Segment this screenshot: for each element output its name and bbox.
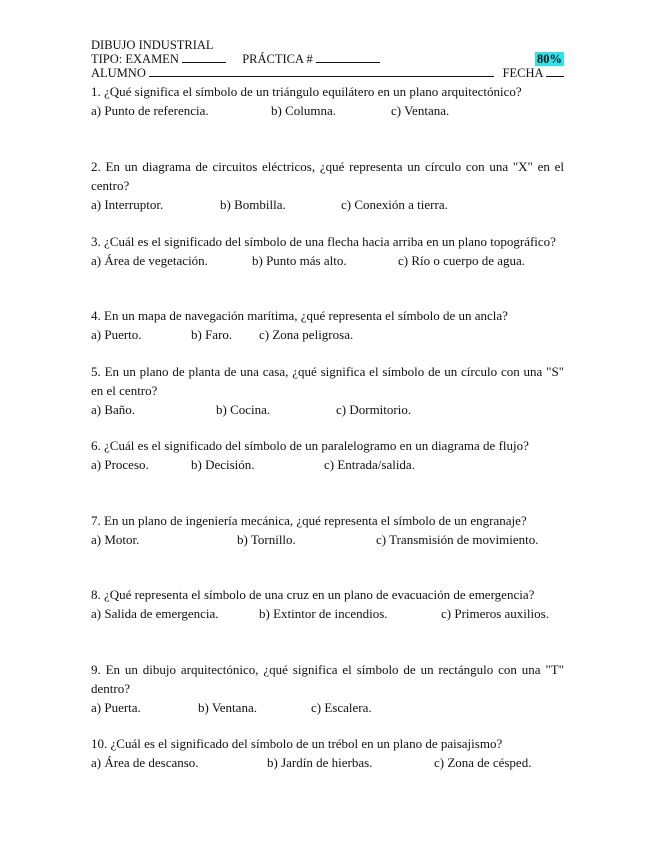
question-text: 10. ¿Cuál es el significado del símbolo de un trébol en un plano de paisajismo?: [91, 736, 503, 751]
options-row: [91, 195, 564, 214]
student-row: [91, 66, 564, 80]
option-a: a) Área de vegetación.: [91, 253, 208, 268]
option-b: b) Jardín de hierbas.: [267, 755, 373, 770]
exam-type-blank: [182, 52, 226, 63]
options-row: [91, 698, 564, 717]
student-name-blank: [149, 66, 494, 77]
option-c: c) Dormitorio.: [336, 402, 412, 417]
option-b: b) Punto más alto.: [252, 253, 347, 268]
question-text: 9. En un dibujo arquitectónico, ¿qué significa el símbolo de un rectángulo con una "T" dentro?: [91, 662, 564, 696]
question-3: [91, 232, 564, 270]
options-row: [91, 101, 564, 120]
question-text: 5. En un plano de planta de una casa, ¿qué significa el símbolo de un círculo con una "S" en el centro?: [91, 364, 564, 398]
question-text: 1. ¿Qué significa el símbolo de un triángulo equilátero en un plano arquitectónico?: [91, 84, 522, 99]
date-label: FECHA: [502, 66, 543, 80]
question-1: [91, 82, 564, 120]
question-text: 8. ¿Qué representa el símbolo de una cruz en un plano de evacuación de emergencia?: [91, 587, 535, 602]
option-a: a) Área de descanso.: [91, 755, 199, 770]
score-badge: 80%: [537, 52, 562, 66]
question-8: [91, 585, 564, 623]
options-row: [91, 325, 564, 344]
practice-label: PRÁCTICA #: [242, 52, 313, 66]
option-c: c) Primeros auxilios.: [441, 606, 549, 621]
question-7: [91, 511, 564, 549]
options-row: [91, 455, 564, 474]
option-c: c) Entrada/salida.: [324, 457, 415, 472]
option-c: c) Ventana.: [391, 103, 450, 118]
options-row: [91, 400, 564, 419]
option-c: c) Escalera.: [311, 700, 372, 715]
option-a: a) Puerta.: [91, 700, 141, 715]
question-text: 6. ¿Cuál es el significado del símbolo de un paralelogramo en un diagrama de flujo?: [91, 438, 529, 453]
question-4: [91, 306, 564, 344]
option-b: b) Bombilla.: [220, 197, 286, 212]
option-b: b) Cocina.: [216, 402, 271, 417]
option-b: b) Tornillo.: [237, 532, 296, 547]
option-a: a) Puerto.: [91, 327, 142, 342]
date-field: [503, 66, 564, 80]
question-5: [91, 362, 564, 419]
options-row: [91, 530, 564, 549]
question-6: [91, 436, 564, 474]
option-a: a) Motor.: [91, 532, 140, 547]
option-c: c) Zona de césped.: [434, 755, 532, 770]
option-c: c) Río o cuerpo de agua.: [398, 253, 526, 268]
option-c: c) Zona peligrosa.: [259, 327, 354, 342]
options-row: [91, 604, 564, 623]
question-text: 2. En un diagrama de circuitos eléctricos, ¿qué representa un círculo con una "X" en el centro?: [91, 159, 564, 193]
question-10: [91, 734, 564, 772]
option-b: b) Extintor de incendios.: [259, 606, 388, 621]
option-a: a) Proceso.: [91, 457, 149, 472]
question-9: [91, 660, 564, 717]
subject-title: DIBUJO INDUSTRIAL: [91, 38, 214, 52]
option-b: b) Decisión.: [191, 457, 255, 472]
option-c: c) Transmisión de movimiento.: [376, 532, 539, 547]
student-label: ALUMNO: [91, 66, 146, 80]
option-a: a) Salida de emergencia.: [91, 606, 219, 621]
option-a: a) Interruptor.: [91, 197, 164, 212]
practice-number-blank: [316, 52, 380, 63]
options-row: [91, 251, 564, 270]
option-b: b) Ventana.: [198, 700, 257, 715]
date-blank: [546, 66, 564, 77]
question-text: 4. En un mapa de navegación marítima, ¿qué representa el símbolo de un ancla?: [91, 308, 508, 323]
option-a: a) Baño.: [91, 402, 136, 417]
exam-type-row: [91, 52, 564, 66]
option-a: a) Punto de referencia.: [91, 103, 209, 118]
options-row: [91, 753, 564, 772]
option-b: b) Columna.: [271, 103, 336, 118]
question-text: 3. ¿Cuál es el significado del símbolo de una flecha hacia arriba en un plano topográfico?: [91, 234, 556, 249]
exam-type-label: TIPO: EXAMEN: [91, 52, 179, 66]
option-c: c) Conexión a tierra.: [341, 197, 448, 212]
question-text: 7. En un plano de ingeniería mecánica, ¿qué representa el símbolo de un engranaje?: [91, 513, 527, 528]
option-b: b) Faro.: [191, 327, 233, 342]
question-2: [91, 157, 564, 214]
